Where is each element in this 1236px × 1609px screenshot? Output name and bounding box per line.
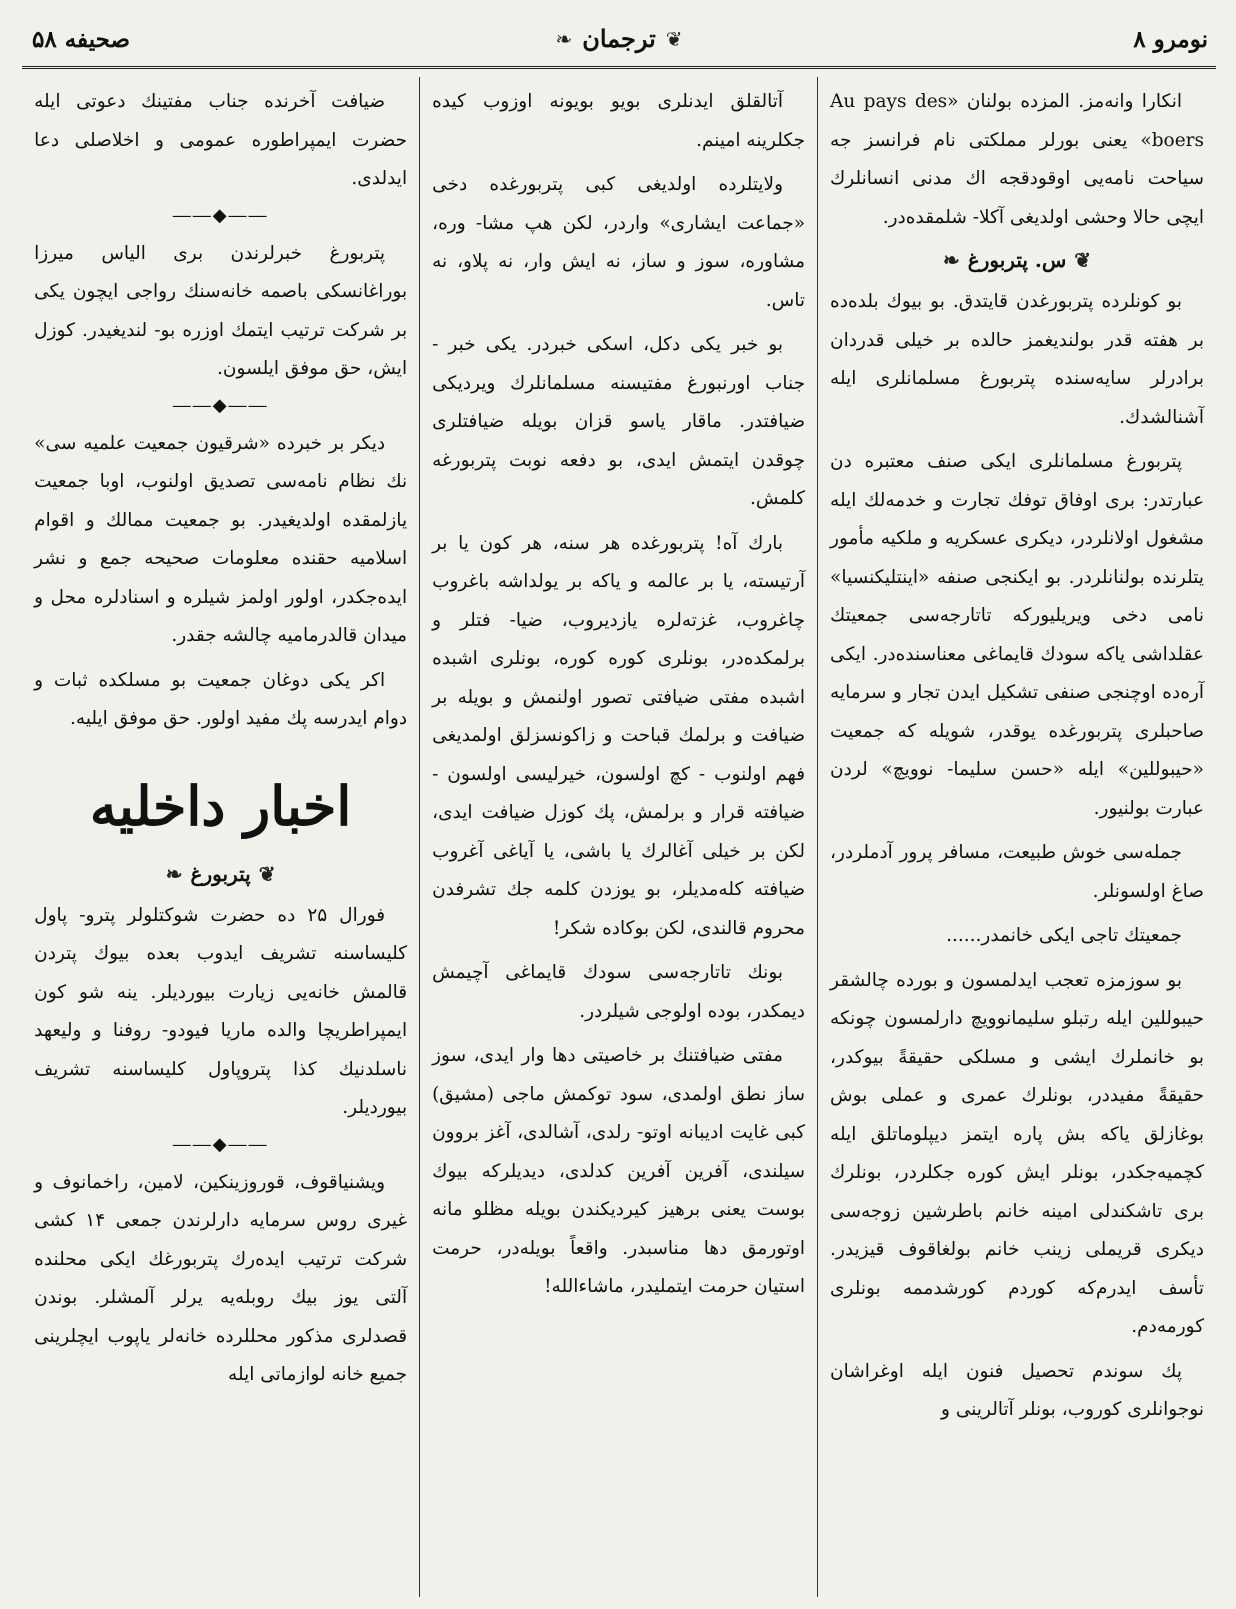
paragraph: پتربورغ مسلمانلری ایکی صنف معتبره دن عبارتدر: بری اوفاق توفك تجارت و خدمه‌لك ایله مشغول اولانلردر، دیکری عسکریه و ملکیه مأمور یتلرنده بولنانلردر. بو ایکنجی صنفه «اینتلیکنسیا» نامی دخی ویریلیورکه تاتارجه‌سی جمعیتك عقلداشی یاکه سودك قایماغی معناسنده‌در. ایکی آره‌ده اوچنجی صنفی تشکیل ایدن تجار و سرمایه صاحبلری پتربورغده یوقدر، شویله که جمعیت «حیبوللین» ایله «حسن سلیما- نوویچ» لردن عبارت بولنیور. — [830, 451, 1204, 819]
column-left — [22, 77, 420, 1597]
ornament-icon: ❦ — [258, 861, 276, 886]
paragraph: بو کونلرده پتربورغدن قایتدق. بو بیوك بلده‌ده بر هفته قدر بولندیغمز حالده بر خیلی قدردان برادرلر سایه‌سنده پتربورغ مسلمانلری ایله آشنالشدك. — [830, 291, 1204, 428]
paragraph: پتربورغ خبرلرندن بری الیاس میرزا بوراغانسکی باصمه خانه‌سنك رواجی ایچون یکی بر شرکت ترتیب ایتمك اوزره بو- لندیغیدر. کوزل ایش، حق موفق ایلسون. — [34, 242, 408, 379]
ornament-icon: ❦ — [665, 26, 683, 51]
paragraph: جمله‌سی خوش طبیعت، مسافر پرور آدملردر، صاغ اولسونلر. — [830, 842, 1204, 902]
paragraph: بو سوزمزه تعجب ایدلمسون و بورده چالشقر حیبوللین ایله رتبلو سلیمانوویچ دارلمسون چونکه بو خانملرك ایشی و مسلکی حقیقةً بیوکدر، حقیقةً مفیددر، بونلرك عمری و عملی بوش بوغازلق یاکه بش پاره ایتمز دیپلوماتلق ایله کچمیه‌جکدر، بونلر ایش کوره جکلردر، بونلرك بری تاشکندلی امینه خانم باطرشین زوجه‌سی دیکری قریملی زینب خانم بولغاقوف قیزیدر. تأسف ایدرم‌که کوردم کورشدممه بونلری کورمه‌دم. — [830, 969, 1204, 1337]
issue-number: نومرو ۸ — [1133, 26, 1208, 53]
paragraph: انکارا وانه‌مز. المزده بولنان «Au pays des boers» یعنی بورلر مملکتی نام فرانسز جه سیاحت نامه‌یی اوقودقجه اك مدنی انسانلرك ایچی حالا وحشی اولدیغی آکلا- شلمقده‌در. — [830, 91, 1204, 228]
ornament-icon: ❧ — [943, 248, 960, 272]
ornament-icon: ❧ — [555, 26, 573, 51]
paragraph: جمعیتك تاجی ایکی خانمدر...... — [946, 925, 1182, 946]
page-number: صحیفه ۵۸ — [32, 26, 131, 53]
columns — [22, 77, 1216, 1597]
section-heading — [34, 857, 407, 891]
paragraph: دیکر بر خبرده «شرقیون جمعیت علمیه سی» نك نظام نامه‌سی تصدیق اولنوب، اوبا جمعیت یازلمقده اولدیغیدر. بو جمعیت ممالك و اقوام اسلامیه حقنده معلومات صحیحه جمع و نشر ایده‌جکدر، اولور اولمز شیلره و اسنادلره محل و میدان قالدرمامیه چالشه جقدر. — [34, 432, 408, 646]
paragraph: فورال ۲۵ ده حضرت شوکتلولر پترو- پاول کلیساسنه تشریف ایدوب بعده بیوك پتردن قالمش خانه‌یی زیارت بیوردیلر. ینه شو کون ایمپراطریچا والده ماریا فیودو- روفنا و ولیعهد ناسلدنیك کذا پتروپاول کلیساسنه تشریف بیوردیلر. — [34, 904, 408, 1118]
masthead — [555, 24, 682, 53]
paragraph: بو خبر یکی دکل، اسکی خبردر. یکی خبر - جناب اورنبورغ مفتیسنه مسلمانلرك ویردیکی ضیافتدر. ماقار یاسو قزان بویله ضیافتلری چوقدن ایتمش ایدی، بو دفعه نوبت پتربورغه کلمش. — [432, 334, 806, 509]
section-title: پتربورغ — [190, 861, 251, 886]
paragraph: پك سوندم تحصیل فنون ایله اوغراشان نوجوانلری کوروب، بونلر آتالرینی و — [830, 1360, 1204, 1420]
newspaper-title: ترجمان — [582, 24, 656, 53]
section-big-heading: اخبار داخلیه — [89, 773, 352, 838]
column-middle — [420, 77, 818, 1597]
column-right — [818, 77, 1216, 1597]
paragraph: بونك تاتارجه‌سی سودك قایماغی آچیمش دیمکدر، بوده اولوجی شیلردر. — [432, 962, 806, 1022]
ornament-icon: ❧ — [165, 861, 183, 886]
page-header — [22, 14, 1216, 69]
paragraph: مفتی ضیافتنك بر خاصیتی دها وار ایدی، سوز ساز نطق اولمدی، سود توکمش ماجی (مشیق) کبی غایت ادیبانه اوتو- رلدی، آشالدی، آغز بروون سیلندی، آفرین آفرین کدلدی، دیدیلرکه بیوك بوست یعنی برهیز کیردیکندن بویله مظلو مانه اوتورمق دها مناسبدر. واقعاً بویله‌در، حرمت استیان حرمت ایتملیدر، ماشاءالله! — [432, 1045, 806, 1297]
divider: ――◆―― — [172, 394, 269, 416]
paragraph: اکر یکی دوغان جمعیت بو مسلکده ثبات و دوام ایدرسه پك مفید اولور. حق موفق ایلیه. — [34, 669, 408, 729]
section-heading — [830, 243, 1204, 277]
paragraph: ولایتلرده اولدیغی کبی پتربورغده دخی «جماعت ایشاری» واردر، لکن هپ مشا- وره، مشاوره، سوز و ساز، نه ایش وار، نه پلاو، نه تاس. — [432, 174, 806, 311]
divider: ――◆―― — [172, 204, 269, 226]
ornament-icon: ❦ — [1074, 248, 1092, 272]
paragraph: بارك آه! پتربورغده هر سنه، هر کون یا بر آرتیسته، یا بر عالمه و یاکه بر یولداشه باغروب چاغروب، غزته‌لره یازدیروب، ضیا- فتلر و برلمکده‌در، بونلری کوره کوره، بونلری اشبده اشبده مفتی ضیافتی تصور اولنمش و بویله بر ضیافت و برلمك قباحت و زاکونسزلق اولمدیغی فهم اولنوب - کچ اولسون، خیرلیسی اولسون - ضیافته قرار و برلمش، پك کوزل ضیافت ایدی، لکن بر خیلی آغالرك یا باشی، یا آیاغی آغروب ضیافته کله‌مدیلر، بو یوزدن کلمه جك تشرفدن محروم قالندی، لکن بوکاده شکر! — [432, 532, 806, 939]
paragraph: آتالقلق ایدنلری بویو بویونه اوزوب کیده جکلرینه امینم. — [432, 91, 806, 151]
section-title: س. پتربورغ — [967, 248, 1067, 272]
paragraph: ویشنیاقوف، قوروزینکین، لامین، راخمانوف و غیری روس سرمایه دارلرندن جمعی ۱۴ کشی شرکت ترتیب ایده‌رك پتربورغك ایکی محلنده آلتی یوز بیك روبله‌یه یرلر آلمشلر. بوندن قصدلری مذکور محللرده خانه‌لر یاپوب ایچلرینی جمیع خانه لوازماتی ایله — [34, 1171, 408, 1385]
paragraph: ضیافت آخرنده جناب مفتینك دعوتی ایله حضرت ایمپراطوره عمومی و اخلاصلی دعا ایدلدی. — [34, 91, 408, 189]
divider: ――◆―― — [172, 1133, 269, 1155]
